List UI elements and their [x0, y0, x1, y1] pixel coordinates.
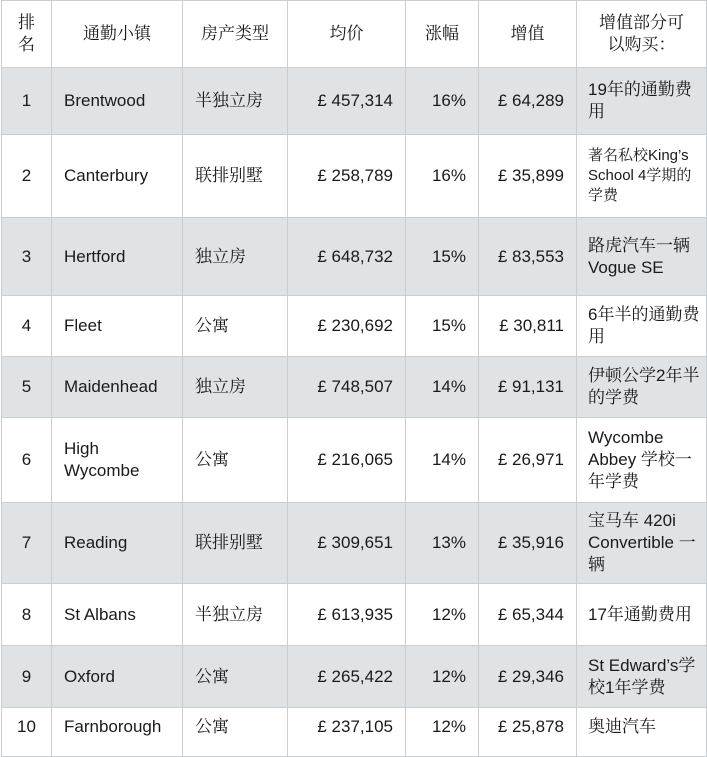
cell-buy: 19年的通勤费用 [577, 68, 707, 135]
cell-price: £ 237,105 [288, 708, 406, 757]
table-row [2, 68, 707, 135]
cell-rank: 10 [2, 708, 52, 757]
table-row [2, 646, 707, 708]
cell-rise: 15% [406, 296, 479, 357]
cell-buy: 路虎汽车一辆 Vogue SE [577, 218, 707, 296]
cell-rank: 7 [2, 503, 52, 584]
cell-buy: 奥迪汽车 [577, 708, 707, 757]
cell-rank: 1 [2, 68, 52, 135]
table-row [2, 708, 707, 757]
table-row [2, 584, 707, 646]
cell-price: £ 309,651 [288, 503, 406, 584]
table-row [2, 296, 707, 357]
cell-price: £ 258,789 [288, 135, 406, 218]
table-row [2, 418, 707, 503]
header-town: 通勤小镇 [52, 1, 183, 68]
cell-buy: 著名私校King’s School 4学期的学费 [577, 135, 707, 218]
cell-rise: 12% [406, 584, 479, 646]
cell-price: £ 613,935 [288, 584, 406, 646]
cell-rank: 9 [2, 646, 52, 708]
cell-town: Oxford [52, 646, 183, 708]
table-row [2, 135, 707, 218]
cell-type: 联排别墅 [183, 135, 288, 218]
cell-type: 独立房 [183, 357, 288, 418]
cell-price: £ 230,692 [288, 296, 406, 357]
table-row [2, 218, 707, 296]
cell-rank: 6 [2, 418, 52, 503]
cell-type: 公寓 [183, 708, 288, 757]
cell-town: St Albans [52, 584, 183, 646]
commuter-town-table [1, 0, 707, 757]
header-gain: 增值 [479, 1, 577, 68]
cell-town: Fleet [52, 296, 183, 357]
table-row [2, 357, 707, 418]
cell-gain: £ 91,131 [479, 357, 577, 418]
cell-type: 独立房 [183, 218, 288, 296]
cell-buy: 伊顿公学2年半的学费 [577, 357, 707, 418]
cell-type: 公寓 [183, 296, 288, 357]
header-rank: 排名 [2, 1, 52, 68]
cell-town: Hertford [52, 218, 183, 296]
cell-gain: £ 30,811 [479, 296, 577, 357]
cell-type: 半独立房 [183, 68, 288, 135]
header-buy: 增值部分可以购买： [577, 1, 707, 68]
cell-gain: £ 25,878 [479, 708, 577, 757]
cell-price: £ 648,732 [288, 218, 406, 296]
cell-rank: 2 [2, 135, 52, 218]
cell-rise: 13% [406, 503, 479, 584]
cell-buy: 17年通勤费用 [577, 584, 707, 646]
cell-town: Maidenhead [52, 357, 183, 418]
cell-rise: 12% [406, 708, 479, 757]
cell-rank: 4 [2, 296, 52, 357]
cell-gain: £ 26,971 [479, 418, 577, 503]
cell-buy: St Edward’s学校1年学费 [577, 646, 707, 708]
cell-rise: 16% [406, 135, 479, 218]
cell-rise: 14% [406, 357, 479, 418]
cell-type: 公寓 [183, 646, 288, 708]
cell-gain: £ 35,916 [479, 503, 577, 584]
cell-rise: 16% [406, 68, 479, 135]
cell-buy: 宝马车 420i Convertible 一辆 [577, 503, 707, 584]
cell-gain: £ 65,344 [479, 584, 577, 646]
cell-buy: Wycombe Abbey 学校一年学费 [577, 418, 707, 503]
cell-price: £ 216,065 [288, 418, 406, 503]
cell-rank: 8 [2, 584, 52, 646]
header-price: 均价 [288, 1, 406, 68]
header-rise: 涨幅 [406, 1, 479, 68]
header-type: 房产类型 [183, 1, 288, 68]
cell-town: Reading [52, 503, 183, 584]
header-row [2, 1, 707, 68]
cell-type: 公寓 [183, 418, 288, 503]
table-row [2, 503, 707, 584]
cell-town: Brentwood [52, 68, 183, 135]
cell-type: 联排别墅 [183, 503, 288, 584]
cell-town: Farnborough [52, 708, 183, 757]
cell-rise: 15% [406, 218, 479, 296]
cell-type: 半独立房 [183, 584, 288, 646]
cell-rank: 3 [2, 218, 52, 296]
cell-price: £ 457,314 [288, 68, 406, 135]
cell-rank: 5 [2, 357, 52, 418]
cell-gain: £ 35,899 [479, 135, 577, 218]
cell-gain: £ 29,346 [479, 646, 577, 708]
cell-gain: £ 83,553 [479, 218, 577, 296]
cell-rise: 14% [406, 418, 479, 503]
cell-town: High Wycombe [52, 418, 183, 503]
cell-gain: £ 64,289 [479, 68, 577, 135]
cell-price: £ 748,507 [288, 357, 406, 418]
cell-buy: 6年半的通勤费用 [577, 296, 707, 357]
cell-town: Canterbury [52, 135, 183, 218]
cell-rise: 12% [406, 646, 479, 708]
cell-price: £ 265,422 [288, 646, 406, 708]
